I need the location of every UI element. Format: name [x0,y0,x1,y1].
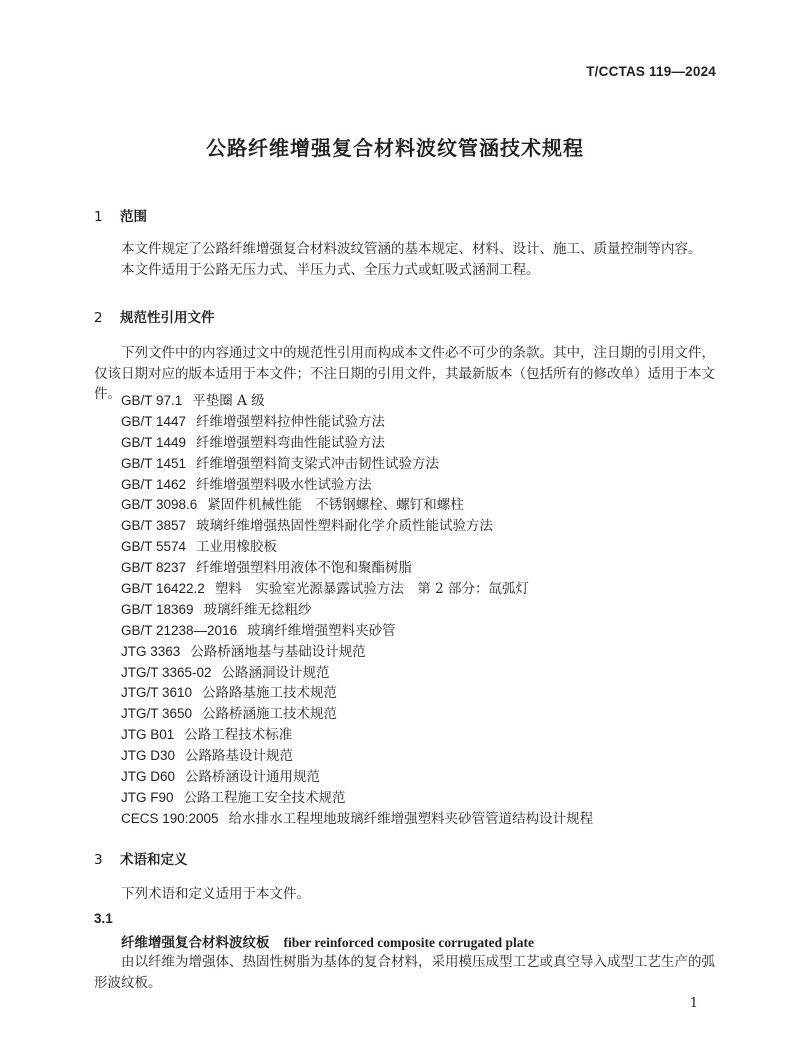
term-name [121,931,534,951]
reference-title: 纤维增强塑料吸水性试验方法 [196,476,372,493]
section-1-title: 范围 [120,209,147,225]
reference-code: GB/T 16422.2 [121,581,205,597]
term-number: 3.1 [94,911,113,926]
reference-code: CECS 190:2005 [121,810,219,826]
reference-item [121,765,593,786]
section-3-title: 术语和定义 [120,852,188,868]
reference-code: JTG/T 3365-02 [121,664,212,680]
reference-item [121,514,593,535]
reference-item [121,556,593,577]
reference-code: JTG F90 [121,789,174,805]
reference-item [121,431,593,452]
reference-title: 工业用橡胶板 [196,539,278,556]
reference-code: GB/T 18369 [121,601,194,617]
reference-code: GB/T 1449 [121,434,187,450]
reference-code: JTG 3363 [121,643,181,659]
reference-title: 玻璃纤维增强塑料夹砂管 [247,622,396,639]
term-name-en: fiber reinforced composite corrugated plate [283,935,534,950]
reference-code: GB/T 21238—2016 [121,622,238,638]
reference-title: 纤维增强塑料拉伸性能试验方法 [196,413,386,430]
section-2-title: 规范性引用文件 [120,310,215,326]
reference-item [121,410,593,431]
section-1-heading [94,205,147,225]
reference-code: JTG D60 [121,769,176,785]
reference-item [121,807,593,828]
reference-code: JTG/T 3610 [121,685,193,701]
section-3-intro: 下列术语和定义适用于本文件。 [121,886,310,902]
reference-title: 给水排水工程埋地玻璃纤维增强塑料夹砂管管道结构设计规程 [228,810,594,827]
reference-item [121,619,593,640]
reference-title: 公路工程技术标准 [184,727,293,744]
reference-title: 公路工程施工安全技术规范 [183,789,346,806]
reference-item [121,493,593,514]
reference-title: 公路桥涵地基与基础设计规范 [190,643,366,660]
reference-code: GB/T 3857 [121,518,187,534]
reference-code: GB/T 1451 [121,455,187,471]
reference-item [121,598,593,619]
reference-item [121,535,593,556]
reference-item [121,681,593,702]
reference-code: GB/T 5574 [121,539,187,555]
reference-list [121,389,593,828]
reference-title: 纤维增强塑料弯曲性能试验方法 [196,434,386,451]
reference-code: GB/T 1462 [121,476,187,492]
reference-code: GB/T 8237 [121,560,187,576]
reference-item [121,744,593,765]
reference-title: 平垫圈 A 级 [192,393,265,409]
reference-code: GB/T 97.1 [121,393,183,408]
reference-item [121,389,593,410]
reference-title: 公路桥涵设计通用规范 [185,769,321,786]
section-3-heading [94,848,188,868]
reference-title: 塑料 实验室光源暴露试验方法 第 2 部分：氙弧灯 [214,581,529,598]
reference-code: GB/T 3098.6 [121,497,198,513]
section-1-paragraph-2: 本文件适用于公路无压力式、半压力式、全压力式或虹吸式涵洞工程。 [121,262,540,278]
document-title: 公路纤维增强复合材料波纹管涵技术规程 [206,136,584,160]
reference-title: 公路涵洞设计规范 [221,664,330,681]
standard-code: T/CCTAS 119—2024 [586,64,716,79]
reference-title: 纤维增强塑料用液体不饱和聚酯树脂 [196,560,413,577]
reference-item [121,661,593,682]
section-1-number: 1 [94,209,103,225]
section-2-intro: 下列文件中的内容通过文中的规范性引用而构成本文件必不可少的条款。其中，注日期的引用文件，仅该日期对应的版本适用于本文件；不注日期的引用文件，其最新版本（包括所有的修改单）适用于本文件。 [94,345,715,402]
reference-item [121,452,593,473]
reference-item [121,640,593,661]
section-2-heading [94,306,215,326]
reference-title: 公路桥涵施工技术规范 [202,706,338,723]
reference-code: JTG/T 3650 [121,706,193,722]
reference-item [121,786,593,807]
reference-item [121,473,593,494]
term-name-zh: 纤维增强复合材料波纹板 [121,935,270,951]
term-definition: 由以纤维为增强体、热固性树脂为基体的复合材料，采用模压成型工艺或真空导入成型工艺生产的弧形波纹板。 [94,954,715,991]
reference-item [121,702,593,723]
reference-code: JTG D30 [121,748,176,764]
reference-title: 紧固件机械性能 不锈钢螺栓、螺钉和螺柱 [207,497,464,514]
reference-title: 纤维增强塑料简支梁式冲击韧性试验方法 [196,455,440,472]
reference-code: GB/T 1447 [121,413,187,429]
reference-item [121,577,593,598]
reference-title: 玻璃纤维无捻粗纱 [203,601,312,618]
reference-title: 玻璃纤维增强热固性塑料耐化学介质性能试验方法 [196,518,494,535]
reference-code: JTG B01 [121,727,175,743]
section-1-paragraph-1: 本文件规定了公路纤维增强复合材料波纹管涵的基本规定、材料、设计、施工、质量控制等内容。 [121,241,702,257]
reference-title: 公路路基施工技术规范 [202,685,338,702]
reference-item [121,723,593,744]
section-3-number: 3 [94,852,103,868]
reference-title: 公路路基设计规范 [185,748,294,765]
page-number: 1 [689,996,698,1011]
section-2-number: 2 [94,310,103,326]
